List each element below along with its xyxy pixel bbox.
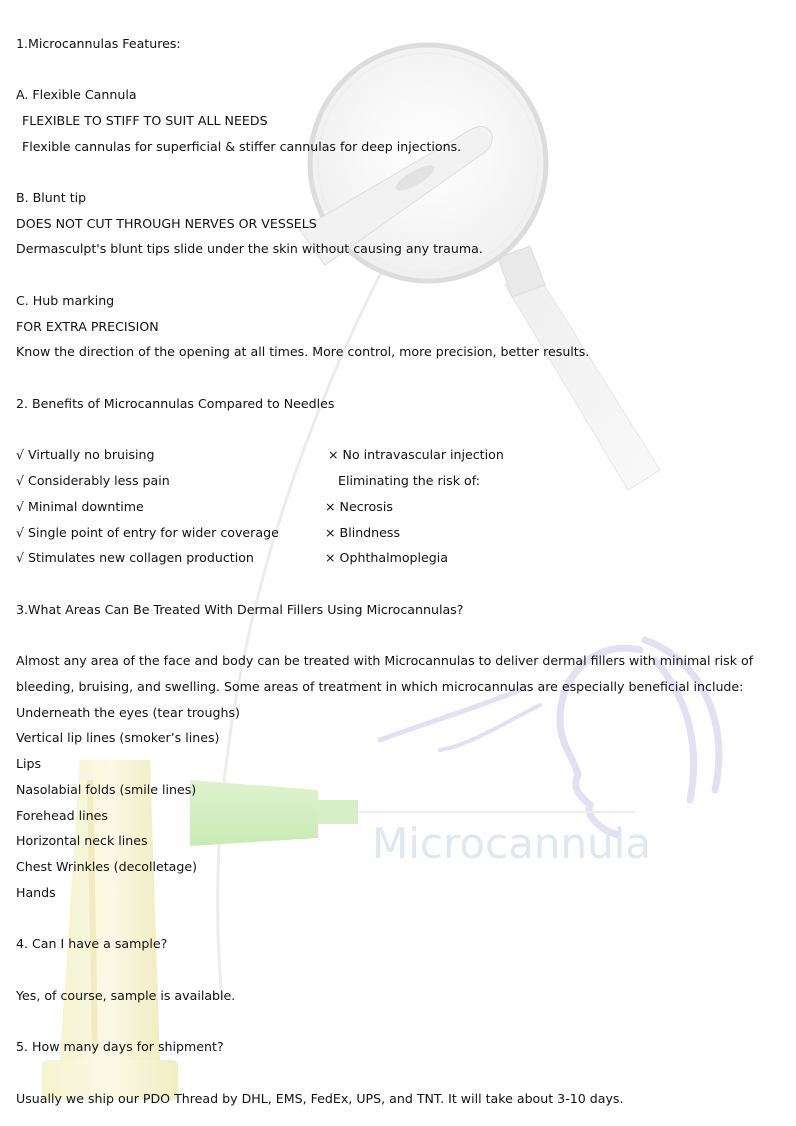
treatment-area-item: Underneath the eyes (tear troughs) [16, 705, 240, 720]
treatment-area-item: Forehead lines [16, 808, 108, 823]
hub-marking-title: C. Hub marking [16, 293, 115, 308]
features-heading: 1.Microcannulas Features: [16, 36, 181, 51]
flexible-cannula-title: A. Flexible Cannula [16, 87, 137, 102]
risk-subheading: Eliminating the risk of: [338, 473, 480, 488]
benefit-item: √ Considerably less pain [16, 473, 170, 488]
sample-question: 4. Can I have a sample? [16, 936, 168, 951]
treatment-areas-heading: 3.What Areas Can Be Treated With Dermal Fillers Using Microcannulas? [16, 602, 464, 617]
risk-item: × Necrosis [325, 499, 393, 514]
hub-marking-description: Know the direction of the opening at all times. More control, more precision, better results. [16, 344, 590, 359]
benefits-heading: 2. Benefits of Microcannulas Compared to Needles [16, 396, 335, 411]
risk-item: × Ophthalmoplegia [325, 550, 449, 565]
treatment-area-item: Horizontal neck lines [16, 833, 148, 848]
risk-item: × Blindness [325, 525, 401, 540]
hub-marking-tagline: FOR EXTRA PRECISION [16, 319, 159, 334]
flexible-cannula-tagline: FLEXIBLE TO STIFF TO SUIT ALL NEEDS [22, 113, 268, 128]
microcannula-watermark: Microcannula [372, 819, 652, 868]
magnifier-handle-icon [498, 246, 660, 490]
benefit-item: √ Single point of entry for wider coverage [16, 525, 279, 540]
benefit-item: √ Virtually no bruising [16, 447, 155, 462]
shipment-answer: Usually we ship our PDO Thread by DHL, EMS, FedEx, UPS, and TNT. It will take about 3-10 days. [16, 1091, 624, 1106]
cannula-wire [218, 165, 440, 1000]
treatment-area-item: Nasolabial folds (smile lines) [16, 782, 197, 797]
benefit-item: √ Stimulates new collagen production [16, 550, 254, 565]
shipment-question: 5. How many days for shipment? [16, 1039, 224, 1054]
risk-item: × No intravascular injection [328, 447, 504, 462]
flexible-cannula-description: Flexible cannulas for superficial & stiffer cannulas for deep injections. [22, 139, 462, 154]
sample-answer: Yes, of course, sample is available. [16, 988, 236, 1003]
blunt-tip-description: Dermasculpt's blunt tips slide under the skin without causing any trauma. [16, 241, 483, 256]
treatment-area-item: Hands [16, 885, 56, 900]
blunt-tip-title: B. Blunt tip [16, 190, 87, 205]
benefit-item: √ Minimal downtime [16, 499, 144, 514]
blunt-tip-tagline: DOES NOT CUT THROUGH NERVES OR VESSELS [16, 216, 317, 231]
treatment-area-item: Lips [16, 756, 42, 771]
treatment-area-item: Chest Wrinkles (decolletage) [16, 859, 198, 874]
treatment-areas-intro: Almost any area of the face and body can be treated with Microcannulas to deliver dermal fillers with minimal risk of bleeding, bruising, and swelling. Some areas of treatment in which microcannulas are especially beneficial include: [16, 653, 754, 694]
treatment-area-item: Vertical lip lines (smoker’s lines) [16, 730, 220, 745]
cannula-hub-green-icon [190, 780, 358, 846]
